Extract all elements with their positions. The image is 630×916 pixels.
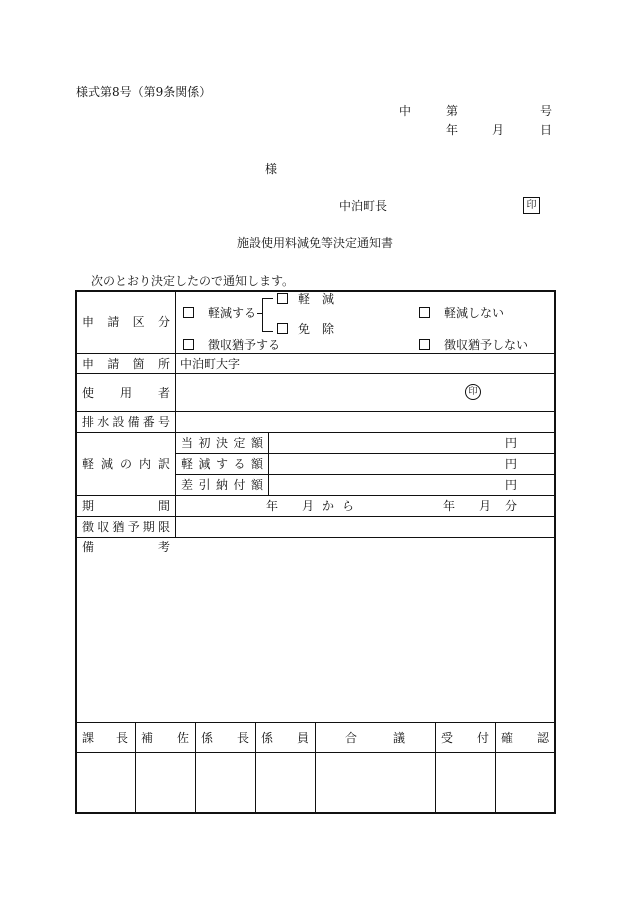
row-divider	[175, 474, 556, 475]
date-year: 年	[446, 123, 459, 137]
issuer-seal-box: 印	[523, 197, 540, 214]
initial-amount-label: 当 初 決 定 額	[181, 436, 263, 450]
option-defer[interactable]	[183, 338, 280, 352]
column-divider	[268, 432, 269, 495]
option-light[interactable]	[277, 292, 334, 306]
row-divider	[75, 495, 556, 496]
column-divider	[495, 722, 496, 814]
approval-gogi: 合 議	[345, 731, 405, 745]
checkbox[interactable]	[183, 307, 194, 318]
option-brace-tip	[257, 313, 262, 314]
addressee-suffix: 様	[265, 162, 278, 176]
option-no-reduce-label: 軽減しない	[444, 306, 505, 320]
checkbox[interactable]	[183, 339, 194, 350]
period-end-month: 月	[479, 499, 492, 513]
checkbox[interactable]	[277, 293, 288, 304]
initial-amount-unit: 円	[505, 436, 518, 450]
option-defer-label: 徴収猶予する	[208, 338, 281, 352]
option-exempt-label: 免 除	[298, 322, 335, 336]
checkbox[interactable]	[419, 339, 430, 350]
location-label: 申 請 箇 所	[82, 357, 170, 371]
doc-number-prefix: 中	[399, 104, 412, 118]
period-end-year: 年	[443, 499, 456, 513]
column-divider	[315, 722, 316, 814]
column-divider	[175, 290, 176, 537]
option-reduce-label: 軽減する	[208, 306, 257, 320]
option-no-defer-label: 徴収猶予しない	[444, 338, 529, 352]
approval-kakunin: 確 認	[501, 731, 549, 745]
location-value[interactable]: 中泊町大字	[180, 357, 241, 371]
option-no-reduce[interactable]	[419, 306, 504, 320]
option-reduce[interactable]	[183, 306, 256, 320]
form-number: 様式第8号（第9条関係）	[76, 85, 212, 99]
approval-hosa: 補 佐	[141, 731, 189, 745]
document-title: 施設使用料減免等決定通知書	[237, 236, 394, 250]
option-exempt[interactable]	[277, 322, 334, 336]
reduce-amount-label: 軽 減 す る 額	[181, 457, 263, 471]
period-label: 期 間	[82, 499, 170, 513]
date-day: 日	[540, 123, 553, 137]
approval-kakariin: 係 員	[261, 731, 309, 745]
user-label: 使 用 者	[82, 386, 170, 400]
doc-number-go: 号	[540, 104, 553, 118]
row-divider	[75, 537, 556, 538]
period-start-year: 年	[266, 499, 279, 513]
row-divider	[75, 373, 556, 374]
issuer-name: 中泊町長	[339, 199, 388, 213]
drain-number-label: 排 水 設 備 番 号	[82, 415, 170, 429]
defer-limit-label: 徴 収 猶 予 期 限	[82, 520, 170, 534]
option-no-defer[interactable]	[419, 338, 528, 352]
row-divider	[75, 411, 556, 412]
column-divider	[195, 722, 196, 814]
net-amount-unit: 円	[505, 478, 518, 492]
period-end-suffix: 分	[505, 499, 518, 513]
period-start-month: 月から	[302, 499, 363, 513]
net-amount-label: 差 引 納 付 額	[181, 478, 263, 492]
checkbox[interactable]	[419, 307, 430, 318]
remarks-label: 備 考	[82, 540, 170, 554]
row-divider	[75, 432, 556, 433]
column-divider	[255, 722, 256, 814]
checkbox[interactable]	[277, 323, 288, 334]
column-divider	[435, 722, 436, 814]
approval-uketsuke: 受 付	[441, 731, 489, 745]
user-seal: 印	[465, 384, 481, 400]
row-divider	[175, 453, 556, 454]
doc-number-dai: 第	[446, 104, 459, 118]
row-divider	[75, 516, 556, 517]
column-divider	[135, 722, 136, 814]
approval-kacho: 課 長	[82, 731, 128, 745]
reduce-amount-unit: 円	[505, 457, 518, 471]
option-light-label: 軽 減	[298, 292, 335, 306]
application-type-label: 申 請 区 分	[82, 315, 170, 329]
reduction-label: 軽 減 の 内 訳	[82, 457, 170, 471]
intro-text: 次のとおり決定したので通知します。	[91, 274, 295, 288]
option-brace	[262, 298, 273, 332]
row-divider	[75, 353, 556, 354]
date-month: 月	[492, 123, 505, 137]
approval-kakaricho: 係 長	[201, 731, 249, 745]
